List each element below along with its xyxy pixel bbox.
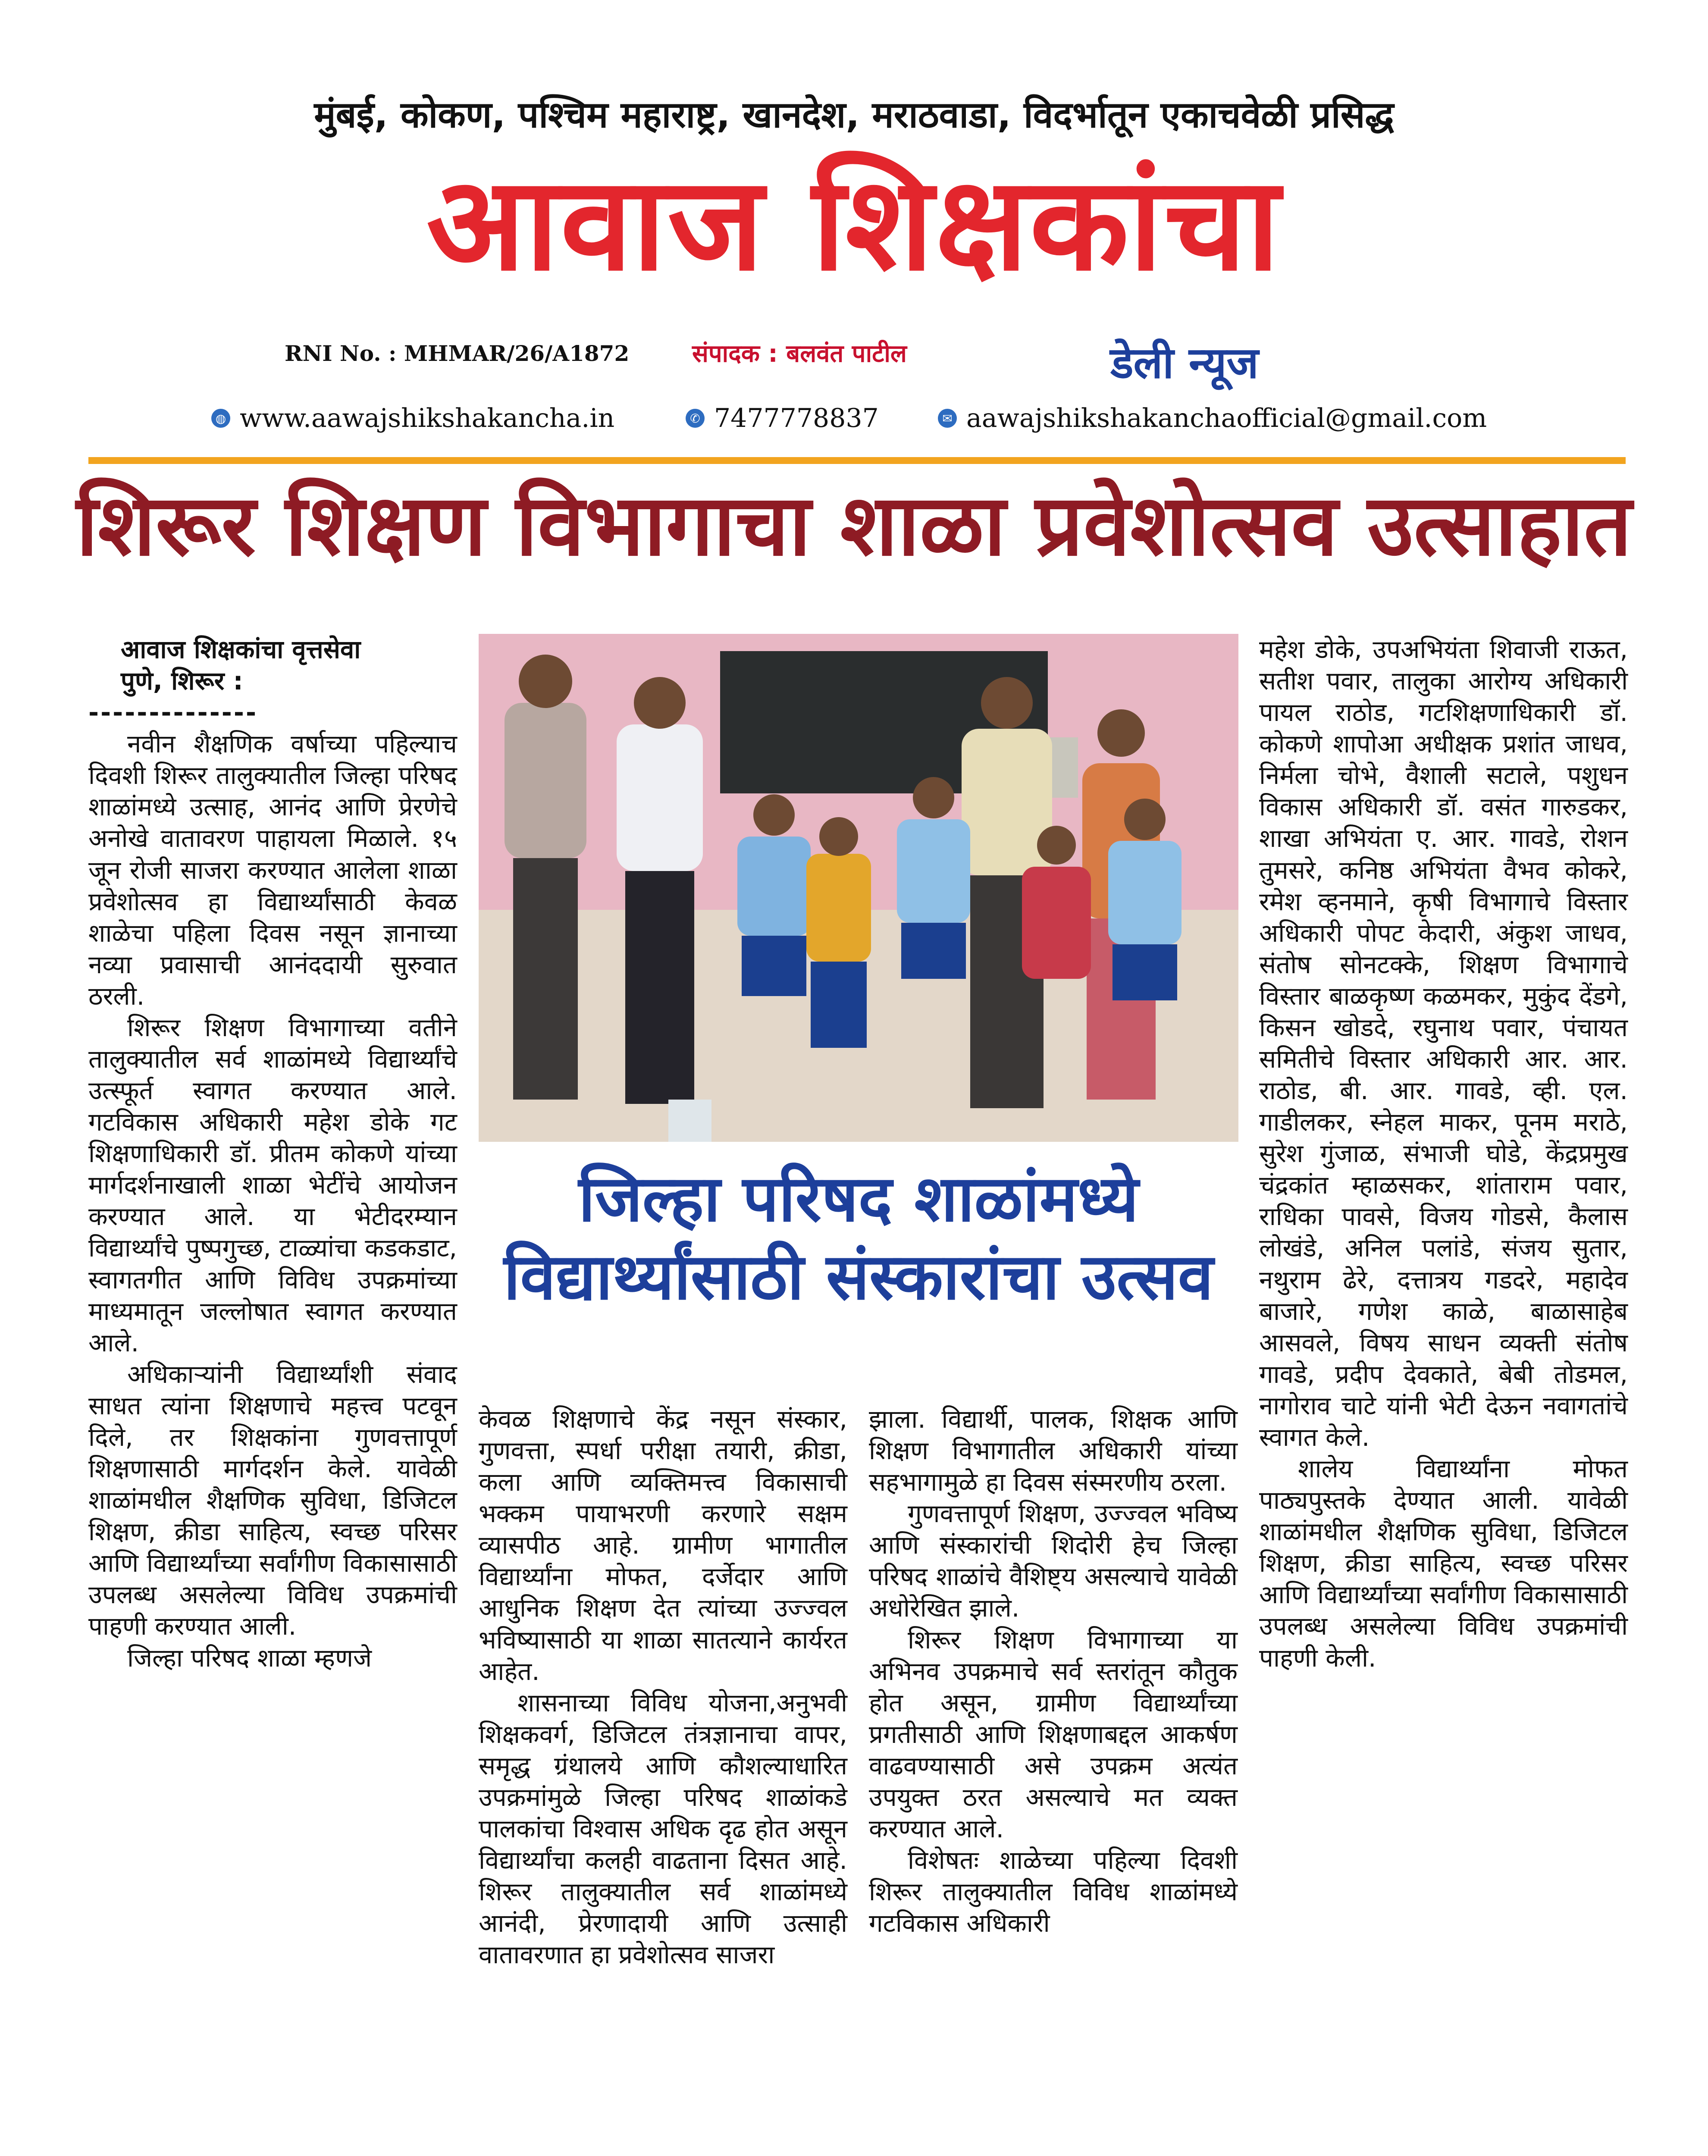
subheadline-line-1: जिल्हा परिषद शाळांमध्ये <box>578 1162 1139 1236</box>
paragraph: शालेय विद्यार्थ्यांना मोफत पाठ्यपुस्तके देण्यात आली. यावेळी शाळांमधील शैक्षणिक सुविधा, डिजिटल शिक्षण, क्रीडा साहित्य, स्वच्छ परिसर आणि विद्यार्थ्यांच्या सर्वांगीण विकासासाठी उपलब्ध असलेल्या विविध उपक्रमांची पाहणी केली. <box>1259 1454 1628 1673</box>
paragraph: जिल्हा परिषद शाळा म्हणजे <box>127 1643 372 1673</box>
photo-illustration <box>479 634 1238 1142</box>
daily-news-label: डेली न्यूज <box>1110 338 1259 388</box>
byline-place: पुणे, शिरूर : <box>121 666 243 696</box>
article-photo <box>479 634 1238 1142</box>
article-column-2 <box>479 1404 847 1971</box>
subheadline-line-2: विद्यार्थ्यांसाठी संस्कारांचा उत्सव <box>504 1239 1213 1314</box>
phone-contact[interactable] <box>686 403 879 433</box>
paragraph: शासनाच्या विविध योजना,अनुभवी शिक्षकवर्ग, डिजिटल तंत्रज्ञानाचा वापर, समृद्ध ग्रंथालये आणि कौशल्याधारित उपक्रमांमुळे जिल्हा परिषद शाळांकडे पालकांचा विश्वास अधिक दृढ होत असून विद्यार्थ्यांचा कलही वाढताना दिसत आहे. शिरूर तालुक्यातील सर्व शाळांमध्ये आनंदी, प्रेरणादायी आणि उत्साही वातावरणात हा प्रवेशोत्सव साजरा <box>479 1688 847 1970</box>
website-contact[interactable] <box>211 403 614 433</box>
editor-credit: संपादक : बलवंत पाटील <box>692 340 907 368</box>
article-column-4 <box>1259 634 1628 1674</box>
phone-text: 7477778837 <box>714 403 879 433</box>
article-subheadline <box>479 1160 1238 1316</box>
paragraph: महेश डोके, उपअभियंता शिवाजी राऊत, सतीश पवार, तालुका आरोग्य अधिकारी पायल राठोड, गटशिक्षणाधिकारी डॉ. कोकणे शापोआ अधीक्षक प्रशांत जाधव, निर्मला चोभे, वैशाली सटाले, पशुधन विकास अधिकारी डॉ. वसंत गारुडकर, शाखा अभियंता ए. आर. गावडे, रोशन तुमसरे, कनिष्ठ अभियंता वैभव कोकरे, रमेश व्हनमाने, कृषी विभागाचे विस्तार अधिकारी पोपट केदारी, अंकुश जाधव, संतोष सोनटक्के, शिक्षण विभागाचे विस्तार बाळकृष्ण कळमकर, मुकुंद देंडगे, किसन खोडदे, रघुनाथ पवार, पंचायत समितीचे विस्तार अधिकारी आर. आर. राठोड, बी. आर. गावडे, व्ही. एल. गाडीलकर, स्नेहल माकर, पूनम मराठे, सुरेश गुंजाळ, संभाजी घोडे, केंद्रप्रमुख चंद्रकांत म्हाळसकर, शांताराम पवार, राधिका पावसे, विजय गोडसे, कैलास लोखंडे, अनिल पलांडे, संजय सुतार, नथुराम ढेरे, दत्तात्रय गडदरे, महादेव बाजारे, गणेश काळे, बाळासाहेब आसवले, विषय साधन व्यक्ती संतोष गावडे, प्रदीप देवकाते, बेबी तोडमल, नागोराव चाटे यांनी भेटी देऊन नवागतांचे स्वागत केले. <box>1259 635 1628 1452</box>
masthead-tagline: मुंबई, कोकण, पश्चिम महाराष्ट्र, खानदेश, मराठवाडा, विदर्भातून एकाचवेळी प्रसिद्ध <box>314 94 1394 136</box>
article-column-1 <box>88 634 457 1674</box>
paragraph: झाला. विद्यार्थी, पालक, शिक्षक आणि शिक्षण विभागातील अधिकारी यांच्या सहभागामुळे हा दिवस संस्मरणीय ठरला. <box>869 1404 1238 1497</box>
article-column-3 <box>869 1404 1238 1939</box>
rni-number: RNI No. : MHMAR/26/A1872 <box>285 341 630 366</box>
paragraph: शिरूर शिक्षण विभागाच्या वतीने तालुक्यातील सर्व शाळांमध्ये विद्यार्थ्यांचे उत्स्फूर्त स्वागत करण्यात आले. गटविकास अधिकारी महेश डोके गट शिक्षणाधिकारी डॉ. प्रीतम कोकणे यांच्या मार्गदर्शनाखाली शाळा भेटींचे आयोजन करण्यात आले. या भेटीदरम्यान विद्यार्थ्यांचे पुष्पगुच्छ, टाळ्यांचा कडकडाट, स्वागतगीत आणि विविध उपक्रमांच्या माध्यमातून जल्लोषात स्वागत करण्यात आले. <box>88 1012 457 1357</box>
email-icon: ✉ <box>938 409 957 428</box>
byline-agency: आवाज शिक्षकांचा वृत्तसेवा <box>121 635 361 664</box>
paragraph: अधिकाऱ्यांनी विद्यार्थ्यांशी संवाद साधत त्यांना शिक्षणाचे महत्त्व पटवून दिले, तर शिक्षकांना गुणवत्तापूर्ण शिक्षणासाठी मार्गदर्शन केले. यावेळी शाळांमधील शैक्षणिक सुविधा, डिजिटल शिक्षण, क्रीडा साहित्य, स्वच्छ परिसर आणि विद्यार्थ्यांच्या सर्वांगीण विकासासाठी उपलब्ध असलेल्या विविध उपक्रमांची पाहणी करण्यात आली. <box>88 1359 457 1641</box>
paragraph: गुणवत्तापूर्ण शिक्षण, उज्ज्वल भविष्य आणि संस्कारांची शिदोरी हेच जिल्हा परिषद शाळांचे वैशिष्ट्य असल्याचे यावेळी अधोरेखित झाले. <box>869 1499 1238 1623</box>
globe-icon: ◍ <box>211 409 230 428</box>
paragraph: विशेषतः शाळेच्या पहिल्या दिवशी शिरूर तालुक्यातील विविध शाळांमध्ये गटविकास अधिकारी <box>869 1846 1238 1938</box>
email-text: aawajshikshakanchaofficial@gmail.com <box>966 403 1487 433</box>
website-text: www.aawajshikshakancha.in <box>240 403 615 433</box>
phone-icon: ✆ <box>686 409 705 428</box>
article-headline: शिरूर शिक्षण विभागाचा शाळा प्रवेशोत्सव उत्साहात <box>76 476 1632 575</box>
paragraph: नवीन शैक्षणिक वर्षाच्या पहिल्याच दिवशी शिरूर तालुक्यातील जिल्हा परिषद शाळांमध्ये उत्साह, आनंद आणि प्रेरणेचे अनोखे वातावरण पाहायला मिळाले. १५ जून रोजी साजरा करण्यात आलेला शाळा प्रवेशोत्सव हा विद्यार्थ्यांसाठी केवळ शाळेचा पहिला दिवस नसून ज्ञानाच्या नव्या प्रवासाची आनंददायी सुरुवात ठरली. <box>88 729 457 1011</box>
paragraph: शिरूर शिक्षण विभागाच्या या अभिनव उपक्रमाचे सर्व स्तरांतून कौतुक होत असून, ग्रामीण विद्यार्थ्यांच्या प्रगतीसाठी आणि शिक्षणाबद्दल आकर्षण वाढवण्यासाठी असे उपक्रम अत्यंत उपयुक्त ठरत असल्याचे मत व्यक्त करण्यात आले. <box>869 1625 1238 1844</box>
paragraph: केवळ शिक्षणाचे केंद्र नसून संस्कार, गुणवत्ता, स्पर्धा परीक्षा तयारी, क्रीडा, कला आणि व्यक्तिमत्त्व विकासाची भक्कम पायाभरणी करणारे सक्षम व्यासपीठ आहे. ग्रामीण भागातील विद्यार्थ्यांना मोफत, दर्जेदार आणि आधुनिक शिक्षण देत त्यांच्या उज्ज्वल भविष्यासाठी या शाळा सातत्याने कार्यरत आहेत. <box>479 1404 847 1686</box>
byline-divider: -------------- <box>88 698 258 727</box>
masthead-divider <box>88 457 1626 464</box>
newspaper-brand-title: आवाज शिक्षकांचा <box>426 149 1282 299</box>
email-contact[interactable] <box>938 403 1487 433</box>
